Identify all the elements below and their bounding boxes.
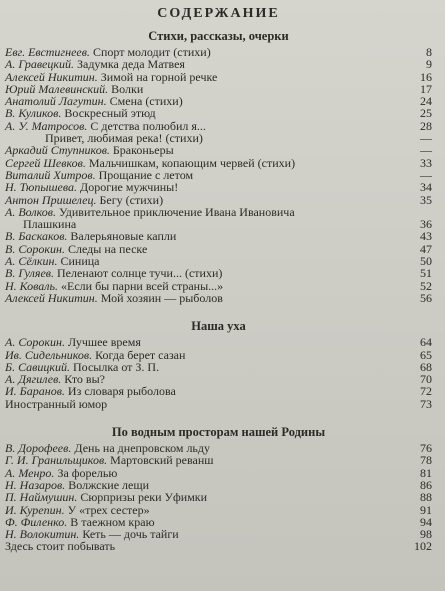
entry-page-number: 47 (420, 241, 432, 256)
entry-author: Ив. Сидельников. (5, 347, 93, 362)
entry-author: Г. И. Гранильщиков. (5, 453, 108, 468)
entry-title: Плашкина (23, 217, 77, 232)
entry-author: Алексей Никитин. (5, 69, 98, 84)
entry-title: Зимой на горной речке (97, 69, 218, 84)
entry-page-number: 78 (420, 453, 432, 468)
entry-title: Когда берет сазан (92, 347, 186, 362)
entry-title: Волки (108, 81, 144, 96)
entry-title: Пеленают солнце тучи... (стихи) (54, 266, 223, 281)
entry-author: П. Наймушин. (5, 490, 78, 505)
entry-page-number: — (420, 143, 432, 158)
entry-page-number: 52 (420, 278, 432, 293)
entry-author: Н. Волокитин. (5, 527, 80, 542)
entry-title: Из словаря рыболова (64, 384, 176, 399)
entry-title: Сюрпризы реки Уфимки (77, 490, 208, 505)
entry-author: В. Куликов. (5, 106, 62, 121)
entry-page-number: — (420, 131, 432, 146)
entry-author: И. Курепин. (5, 502, 65, 517)
entry-page-number: 51 (420, 266, 432, 281)
entry-author: Анатолий Лагутин. (5, 94, 107, 109)
entry-author: А. Менро. (5, 465, 55, 480)
entry-page-number: 9 (426, 57, 432, 72)
entry-author: А. Сорокин. (5, 335, 65, 350)
entry-author: И. Баранов. (5, 384, 65, 399)
entry-page-number: 73 (420, 396, 432, 411)
entry-page-number: 24 (420, 94, 432, 109)
entry-title: Синица (57, 254, 100, 269)
entry-page-number: 81 (420, 465, 432, 480)
entry-page-number: 16 (420, 69, 432, 84)
entry-page-number: 76 (420, 441, 432, 456)
entry-title: У «трех сестер» (64, 502, 150, 517)
entry-page-number: 25 (420, 106, 432, 121)
entry-author: Евг. Евстигнеев. (5, 45, 90, 59)
entry-page-number: 98 (420, 527, 432, 542)
entry-page-number: 36 (420, 217, 432, 232)
entry-page-number: 56 (420, 290, 432, 305)
entry-title: Мой хозяин — рыболов (97, 290, 223, 305)
entry-author: Н. Назаров. (5, 477, 66, 492)
entry-author: А. Сёлкин. (5, 254, 58, 269)
entry-author: Б. Савицкий. (5, 359, 70, 374)
entry-title: День на днепровском льду (71, 441, 211, 456)
entry-title: Бегу (стихи) (96, 192, 164, 207)
entry-page-number: — (420, 167, 432, 182)
toc-entry (5, 540, 432, 552)
entry-author: А. Гравецкий. (5, 57, 74, 72)
entry-title: Привет, любимая река! (стихи) (45, 131, 203, 146)
entry-author: В. Дорофеев. (5, 441, 72, 456)
entry-author: Н. Тюпышева. (5, 180, 78, 195)
entry-page-number: 94 (420, 514, 432, 529)
entry-page-number: 28 (420, 118, 432, 133)
entry-page-number: 72 (420, 384, 432, 399)
entry-author: В. Сорокин. (5, 241, 65, 256)
entry-author: Виталий Хитров. (5, 167, 96, 182)
entry-author: А. Волков. (5, 204, 56, 219)
entry-author: А. Дягилев. (5, 372, 62, 387)
entry-title: Волжские лещи (65, 477, 150, 492)
entry-title: Здесь стоит побывать (5, 539, 116, 554)
entry-page-number: 68 (420, 359, 432, 374)
entry-title: За форелью (54, 465, 118, 480)
toc-section (5, 424, 432, 553)
entry-title: Иностранный юмор (5, 396, 108, 411)
entry-author: Сергей Шевков. (5, 155, 86, 170)
entry-author: Н. Коваль. (5, 278, 58, 293)
section-title: Стихи, рассказы, очерки (148, 29, 289, 43)
entry-title: Следы на песке (64, 241, 148, 256)
entry-page-number: 17 (420, 81, 432, 96)
table-of-contents (5, 28, 432, 553)
entry-author: В. Гуляев. (5, 266, 54, 281)
entry-author: В. Баскаков. (5, 229, 68, 244)
entry-title: Кто вы? (61, 372, 105, 387)
page-title: СОДЕРЖАНИЕ (157, 6, 280, 21)
entry-title: Мальчишкам, копающим червей (стихи) (85, 155, 296, 170)
section-title: Наша уха (191, 319, 246, 334)
entry-title: Браконьеры (109, 143, 174, 158)
entry-page-number: 86 (420, 477, 432, 492)
entry-title: Мартовский реванш (107, 453, 214, 468)
entry-author: Юрий Малевинский. (5, 81, 109, 96)
entry-page-number: 50 (420, 254, 432, 269)
entry-page-number: 88 (420, 490, 432, 505)
entry-page-number: 70 (420, 372, 432, 387)
entry-title: Кеть — дочь тайги (79, 527, 179, 542)
entry-title: Воскресный этюд (61, 106, 156, 121)
entry-author: Аркадий Ступников. (5, 143, 110, 158)
toc-entry (5, 292, 432, 304)
toc-section (5, 318, 432, 410)
entry-title: Прощание с летом (95, 167, 194, 182)
entry-title: В таежном краю (67, 514, 155, 529)
toc-entry (5, 398, 432, 410)
entry-author: Антон Пришелец. (5, 192, 97, 207)
entry-page-number: 35 (420, 192, 432, 207)
entry-title: Валерьяновые капли (67, 229, 177, 244)
entry-title: Посылка от З. П. (70, 359, 160, 374)
entry-page-number: 8 (426, 45, 432, 59)
entry-title: Спорт молодит (стихи) (89, 45, 211, 59)
entry-title: «Если бы парни всей страны...» (58, 278, 224, 293)
entry-author: Ф. Филенко. (5, 514, 68, 529)
entry-title: Удивительное приключение Ивана Ивановича (55, 204, 295, 219)
section-title: По водным просторам нашей Родины (111, 425, 326, 440)
entry-page-number: 102 (414, 539, 432, 554)
entry-page-number: 64 (420, 335, 432, 350)
entry-page-number: 65 (420, 347, 432, 362)
entry-title: С детства полюбил я... (87, 118, 206, 133)
toc-section (5, 28, 432, 304)
entry-page-number: 33 (420, 155, 432, 170)
entry-title: Смена (стихи) (106, 94, 183, 109)
entry-title: Задумка деда Матвея (73, 57, 185, 72)
entry-page-number: 91 (420, 502, 432, 517)
entry-author: А. У. Матросов. (5, 118, 88, 133)
entry-author: Алексей Никитин. (5, 290, 98, 305)
entry-title: Дорогие мужчины! (77, 180, 179, 195)
entry-page-number: 43 (420, 229, 432, 244)
entry-title: Лучшее время (64, 335, 141, 350)
entry-page-number: 34 (420, 180, 432, 195)
